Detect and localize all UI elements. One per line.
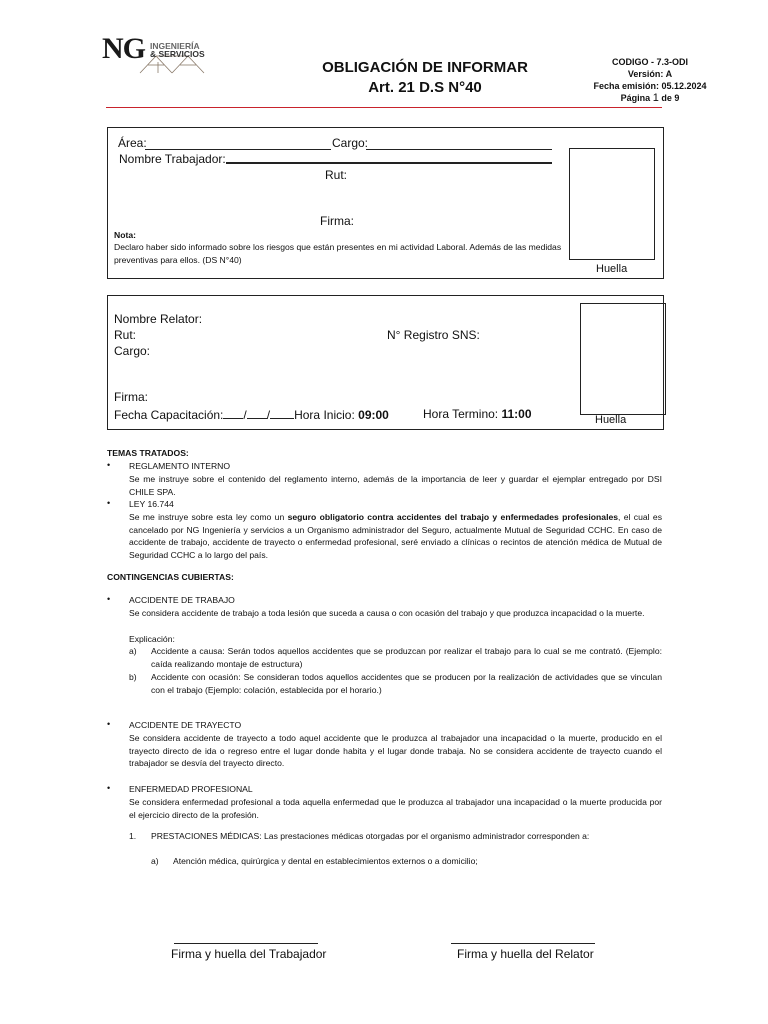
reglamento-title: REGLAMENTO INTERNO bbox=[129, 461, 231, 471]
title-line-1: OBLIGACIÓN DE INFORMAR bbox=[322, 59, 528, 76]
firma-trabajador-caption: Firma y huella del Trabajador bbox=[171, 947, 327, 961]
registro-sns-label: N° Registro SNS: bbox=[387, 328, 480, 342]
huella-trabajador-label: Huella bbox=[596, 263, 628, 275]
bullet-icon: • bbox=[107, 460, 111, 470]
atencion-medica-text: Atención médica, quirúrgica y dental en establecimientos externos o a domicilio; bbox=[173, 856, 478, 866]
pagina-total: de 9 bbox=[661, 93, 680, 103]
codigo: CODIGO - 7.3-ODI bbox=[611, 57, 688, 67]
firma-trabajador-line[interactable] bbox=[174, 943, 318, 944]
fecha-anio-field[interactable] bbox=[270, 407, 294, 419]
accidente-trabajo-text: Se considera accidente de trabajo a toda lesión que suceda a causa o con ocasión del trabajo y que produzca incapacidad o la muerte. bbox=[129, 608, 645, 618]
reglamento-text: Se me instruye sobre el contenido del reglamento interno, además de la importancia de leer y guardar el ejemplar entregado por DSI CHILE SPA. bbox=[129, 474, 662, 497]
pagina-num: 1 bbox=[652, 92, 659, 104]
fecha-capacitacion-label: Fecha Capacitación: bbox=[114, 408, 224, 422]
prestaciones-text: PRESTACIONES MÉDICAS: Las prestaciones médicas otorgadas por el organismo administrador corresponden a: bbox=[151, 831, 590, 841]
nota-text: Declaro haber sido informado sobre los riesgos que están presentes en mi actividad Laboral. Además de las medidas preventivas para ellos. (DS N°40) bbox=[114, 242, 562, 265]
huella-relator-label: Huella bbox=[595, 414, 627, 426]
logo-subtitle-1: INGENIERÍA bbox=[150, 41, 200, 51]
pagina bbox=[560, 92, 740, 104]
fecha-mes-field[interactable] bbox=[247, 407, 267, 419]
ley-text-pre: Se me instruye sobre esta ley como un bbox=[129, 512, 288, 522]
firma-relator-caption: Firma y huella del Relator bbox=[457, 947, 594, 961]
nombre-trabajador-label: Nombre Trabajador: bbox=[119, 152, 226, 166]
pagina-label: Página bbox=[620, 93, 651, 103]
company-logo bbox=[100, 32, 210, 76]
rut-trabajador-label: Rut: bbox=[325, 168, 348, 182]
enfermedad-title: ENFERMEDAD PROFESIONAL bbox=[129, 784, 253, 794]
document-title bbox=[300, 58, 550, 98]
logo-subtitle-2: & SERVICIOS bbox=[150, 49, 205, 59]
ley-title: LEY 16.744 bbox=[129, 499, 174, 509]
cargo-relator-label: Cargo: bbox=[114, 344, 151, 358]
nota-label: Nota: bbox=[114, 230, 136, 240]
rut-relator-label: Rut: bbox=[114, 328, 137, 342]
hora-termino-row bbox=[423, 407, 532, 421]
contingencias-heading: CONTINGENCIAS CUBIERTAS: bbox=[107, 572, 234, 582]
title-line-2: Art. 21 D.S N°40 bbox=[368, 79, 482, 96]
hora-inicio-label: Hora Inicio: bbox=[294, 408, 355, 422]
version: Versión: A bbox=[627, 69, 673, 79]
accidente-causa-text: Accidente a causa: Serán todos aquellos accidentes que se produzcan por realizar el trabajo para lo cual se me contrató. (Ejemplo: caída realizando montaje de estructura) bbox=[151, 646, 662, 669]
fecha-emision: Fecha emisión: 05.12.2024 bbox=[593, 81, 707, 91]
firma-trabajador-label: Firma: bbox=[320, 214, 354, 228]
bullet-icon: • bbox=[107, 719, 111, 729]
hora-inicio-value: 09:00 bbox=[358, 408, 389, 422]
ley-text-bold: seguro obligatorio contra accidentes del trabajo y enfermedades profesionales bbox=[287, 512, 619, 522]
bullet-icon: • bbox=[107, 783, 111, 793]
huella-relator-box[interactable] bbox=[580, 303, 666, 415]
ley-text-post: , el cual es cancelado por NG Ingeniería y servicios a un Organismo administrador del Seguro, actualmente Mutual de Seguridad CCHC. En caso de accidente de trabajo, accidente de trayecto o enfermedad profesional, seré enviado a clínicas o recintos de atención médica de Mutual de Seguridad CCHC a lo largo del país. bbox=[129, 512, 662, 560]
logo-text: NG bbox=[102, 32, 145, 65]
fecha-capacitacion-row bbox=[114, 407, 389, 422]
accidente-ocasion-text: Accidente con ocasión: Se consideran todos aquellos accidentes que se producen por la realización de actividades que se vinculan con el trabajo (Ejemplo: colación, establecida por el horario.) bbox=[151, 672, 662, 695]
nombre-trabajador-field[interactable] bbox=[226, 162, 552, 164]
area-label: Área: bbox=[118, 136, 147, 150]
hora-termino-value: 11:00 bbox=[501, 407, 532, 421]
temas-heading: TEMAS TRATADOS: bbox=[107, 448, 189, 458]
item-a-marker: a) bbox=[129, 646, 137, 656]
hora-termino-label: Hora Termino: bbox=[423, 407, 499, 421]
item-1-marker: 1. bbox=[129, 831, 137, 841]
fecha-sep-1: / bbox=[243, 408, 247, 422]
explicacion-label: Explicación: bbox=[129, 634, 175, 644]
cargo-label: Cargo: bbox=[332, 136, 369, 150]
ley-text bbox=[129, 511, 662, 561]
item-a2-marker: a) bbox=[151, 856, 159, 866]
bullet-icon: • bbox=[107, 498, 111, 508]
document-meta bbox=[560, 56, 740, 104]
accidente-trayecto-title: ACCIDENTE DE TRAYECTO bbox=[129, 720, 242, 730]
fecha-sep-2: / bbox=[266, 408, 271, 422]
firma-relator-label: Firma: bbox=[114, 390, 148, 404]
nombre-relator-label: Nombre Relator: bbox=[114, 312, 203, 326]
firma-relator-line[interactable] bbox=[451, 943, 595, 944]
enfermedad-text: Se considera enfermedad profesional a toda aquella enfermedad que le produzca al trabajador una incapacidad o la muerte producida por el ejercicio directo de la profesión. bbox=[129, 797, 662, 820]
header-divider bbox=[106, 107, 662, 108]
area-field[interactable] bbox=[145, 149, 331, 150]
cargo-field[interactable] bbox=[366, 149, 552, 150]
fecha-dia-field[interactable] bbox=[223, 407, 243, 419]
bullet-icon: • bbox=[107, 594, 111, 604]
huella-trabajador-box[interactable] bbox=[569, 148, 655, 260]
accidente-trayecto-text: Se considera accidente de trayecto a todo aquel accidente que le produzca al trabajador una incapacidad o la muerte, producido en el trayecto directo de ida o regreso entre el lugar donde habita y el lugar donde trabaja. No se considera accidente de trayecto cuando el trabajador se desvía del trayecto directo. bbox=[129, 733, 662, 768]
item-b-marker: b) bbox=[129, 672, 137, 682]
accidente-trabajo-title: ACCIDENTE DE TRABAJO bbox=[129, 595, 235, 605]
